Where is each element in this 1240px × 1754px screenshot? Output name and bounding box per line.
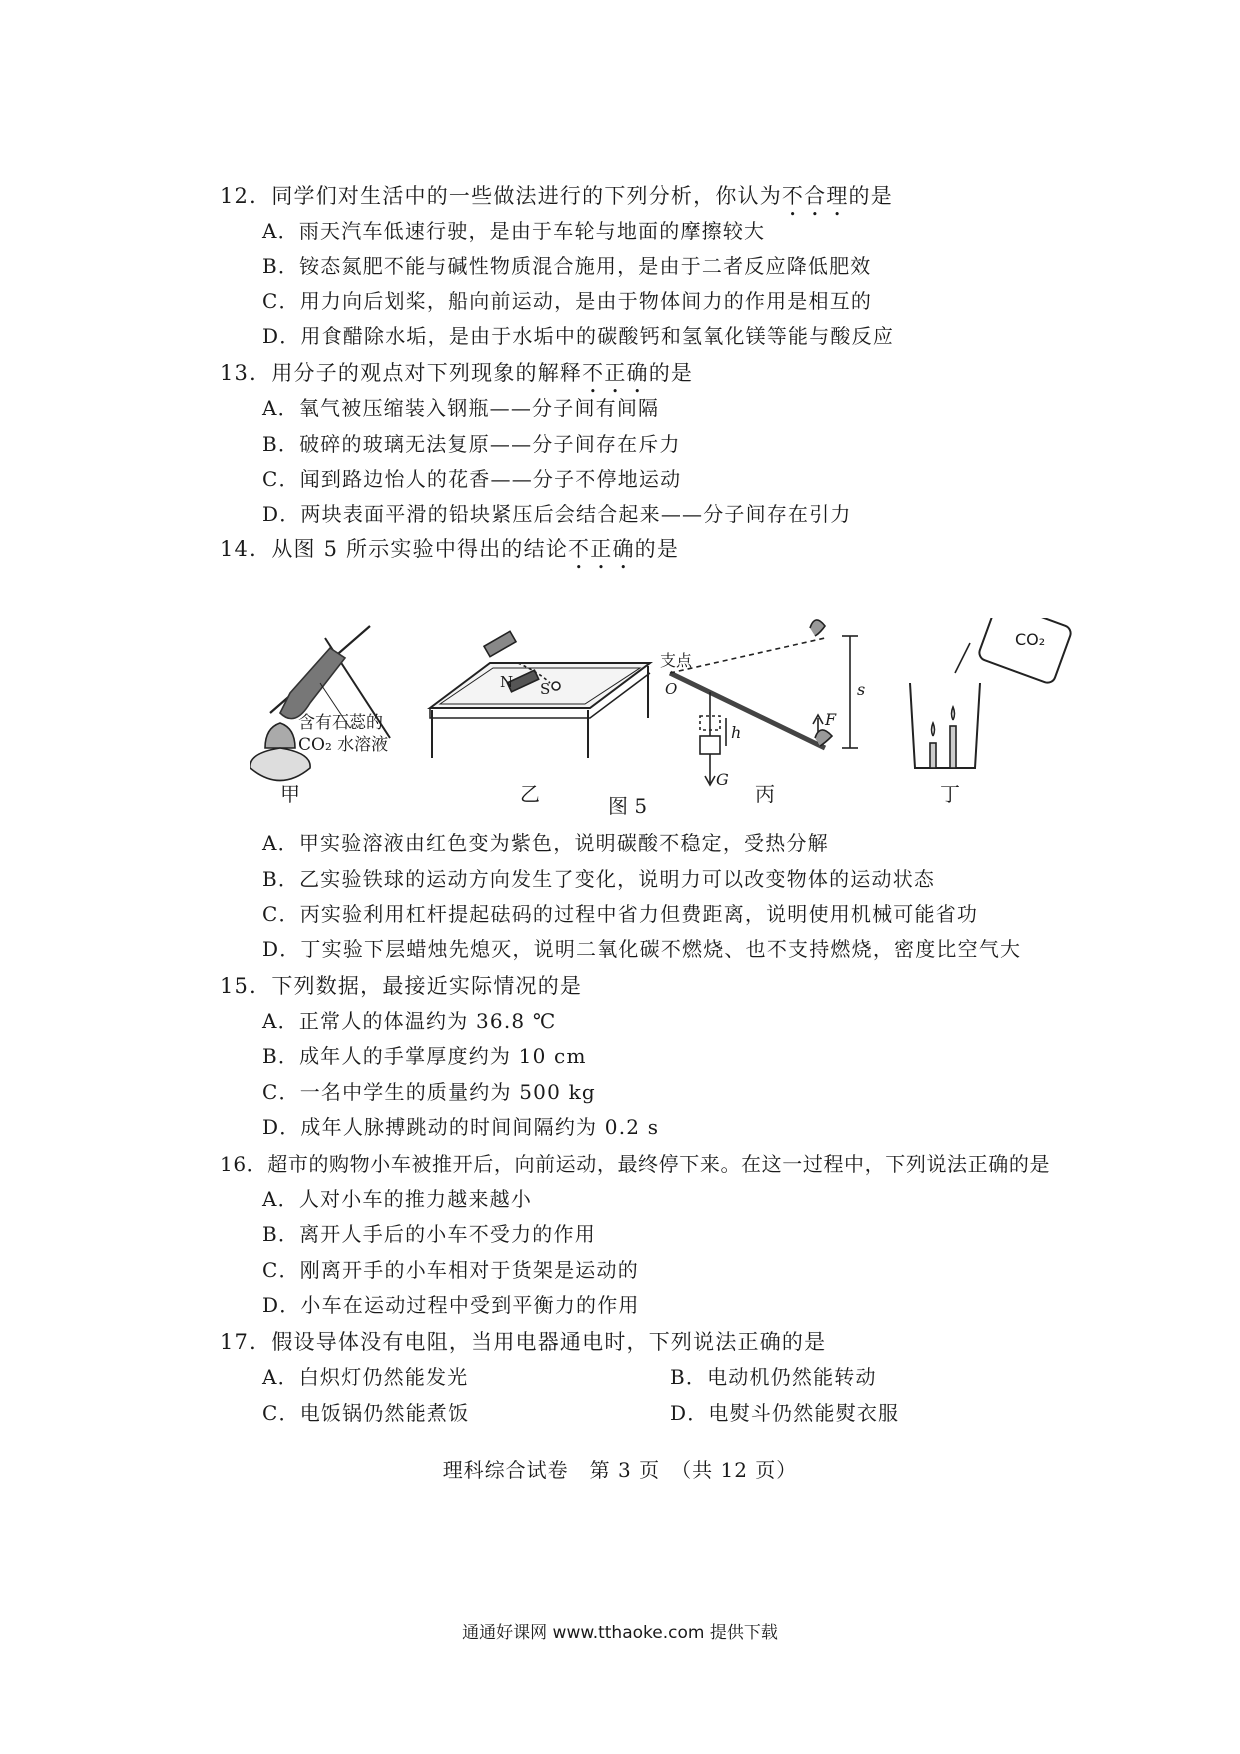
label-co2: CO₂ (1015, 630, 1046, 649)
apparatus-jia (250, 626, 390, 781)
q15-option-b: B．成年人的手掌厚度约为 10 cm (262, 1044, 587, 1068)
label-G: G (716, 770, 729, 789)
ramp (484, 631, 516, 656)
label-O: O (665, 680, 678, 698)
label-S: S (540, 680, 551, 698)
flame (265, 723, 295, 748)
lever-raised-position (670, 638, 825, 673)
lever-bar (670, 673, 825, 748)
flame-high (952, 707, 955, 720)
question-15-stem: 15．下列数据，最接近实际情况的是 (220, 974, 583, 998)
beaker (910, 683, 980, 768)
weight-block (700, 736, 720, 754)
apparatus-bing (670, 620, 858, 785)
q14-option-a: A．甲实验溶液由红色变为紫色，说明碳酸不稳定，受热分解 (262, 831, 829, 855)
hand-top (810, 620, 825, 636)
q14-option-d: D．丁实验下层蜡烛先熄灭，说明二氧化碳不燃烧、也不支持燃烧，密度比空气大 (262, 937, 1022, 961)
q16-option-c: C．刚离开手的小车相对于货架是运动的 (262, 1258, 639, 1282)
source-line: 通通好课网 www.tthaoke.com 提供下载 (462, 1623, 778, 1643)
label-N: N (500, 673, 514, 691)
question-14-stem (220, 533, 679, 574)
label-yi: 乙 (520, 782, 540, 806)
label-F: F (825, 710, 837, 729)
question-17-stem: 17．假设导体没有电阻，当用电器通电时，下列说法正确的是 (220, 1330, 827, 1354)
q14-stem-emphasis: 不正确 (568, 537, 635, 561)
q17-option-b: B．电动机仍然能转动 (670, 1365, 877, 1389)
figure-5 (250, 618, 1080, 808)
label-s: s (857, 680, 866, 699)
q16-option-a: A．人对小车的推力越来越小 (262, 1187, 533, 1211)
q12-stem-emphasis: 不合理 (781, 184, 849, 208)
q15-option-a: A．正常人的体温约为 36.8 ℃ (262, 1009, 557, 1033)
q17-option-d: D．电熨斗仍然能熨衣服 (670, 1401, 900, 1425)
q13-stem-emphasis: 不正确 (582, 361, 649, 385)
figure-5-caption: 图 5 (608, 794, 648, 818)
co2-bottle (977, 618, 1073, 685)
q12-stem-post: 的是 (848, 184, 893, 208)
label-h: h (731, 723, 742, 742)
label-jia: 甲 (280, 782, 300, 806)
q13-option-b: B．破碎的玻璃无法复原——分子间存在斥力 (262, 432, 681, 456)
q13-option-d: D．两块表面平滑的铅块紧压后会结合起来——分子间存在引力 (262, 502, 852, 526)
q12-option-a: A．雨天汽车低速行驶，是由于车轮与地面的摩擦较大 (262, 219, 766, 243)
q14-option-c: C．丙实验利用杠杆提起砝码的过程中省力但费距离，说明使用机械可能省功 (262, 902, 979, 926)
label-bing: 丙 (755, 782, 775, 806)
label-ding: 丁 (940, 782, 960, 806)
label-solution-1: 含有石蕊的 (298, 713, 383, 733)
label-fulcrum: 支点 (660, 651, 693, 670)
q14-option-b: B．乙实验铁球的运动方向发生了变化，说明力可以改变物体的运动状态 (262, 867, 936, 891)
q13-option-a: A．氧气被压缩装入钢瓶——分子间有间隔 (262, 396, 660, 420)
apparatus-ding (910, 618, 1073, 768)
q15-option-d: D．成年人脉搏跳动的时间间隔约为 0.2 s (262, 1115, 660, 1139)
label-solution-2: CO₂ 水溶液 (298, 735, 389, 755)
q12-option-d: D．用食醋除水垢，是由于水垢中的碳酸钙和氢氧化镁等能与酸反应 (262, 324, 895, 348)
q14-stem-pre: 14．从图 5 所示实验中得出的结论 (220, 537, 569, 561)
q12-option-c: C．用力向后划桨，船向前运动，是由于物体间力的作用是相互的 (262, 289, 873, 313)
q13-stem-pre: 13．用分子的观点对下列现象的解释 (220, 361, 583, 385)
candle-low (930, 743, 936, 768)
q16-option-b: B．离开人手后的小车不受力的作用 (262, 1222, 596, 1246)
q12-stem-pre: 12．同学们对生活中的一些做法进行的下列分析，你认为 (220, 184, 782, 208)
pour-stream (955, 643, 970, 673)
q15-option-c: C．一名中学生的质量约为 500 kg (262, 1080, 596, 1104)
page-footer: 理科综合试卷 第 3 页 （共 12 页） (442, 1458, 798, 1482)
q13-option-c: C．闻到路边怡人的花香——分子不停地运动 (262, 467, 682, 491)
q17-option-c: C．电饭锅仍然能煮饭 (262, 1401, 470, 1425)
candle-high (950, 726, 956, 768)
q16-option-d: D．小车在运动过程中受到平衡力的作用 (262, 1293, 640, 1317)
flame-low (932, 723, 935, 736)
q14-stem-post: 的是 (634, 537, 680, 561)
q12-option-b: B．铵态氮肥不能与碱性物质混合施用，是由于二者反应降低肥效 (262, 254, 872, 278)
iron-ball (552, 682, 560, 690)
q13-stem-post: 的是 (648, 361, 694, 385)
question-16-stem: 16．超市的购物小车被推开后，向前运动，最终停下来。在这一过程中，下列说法正确的是 (220, 1152, 1051, 1176)
q17-option-a: A．白炽灯仍然能发光 (262, 1365, 469, 1389)
